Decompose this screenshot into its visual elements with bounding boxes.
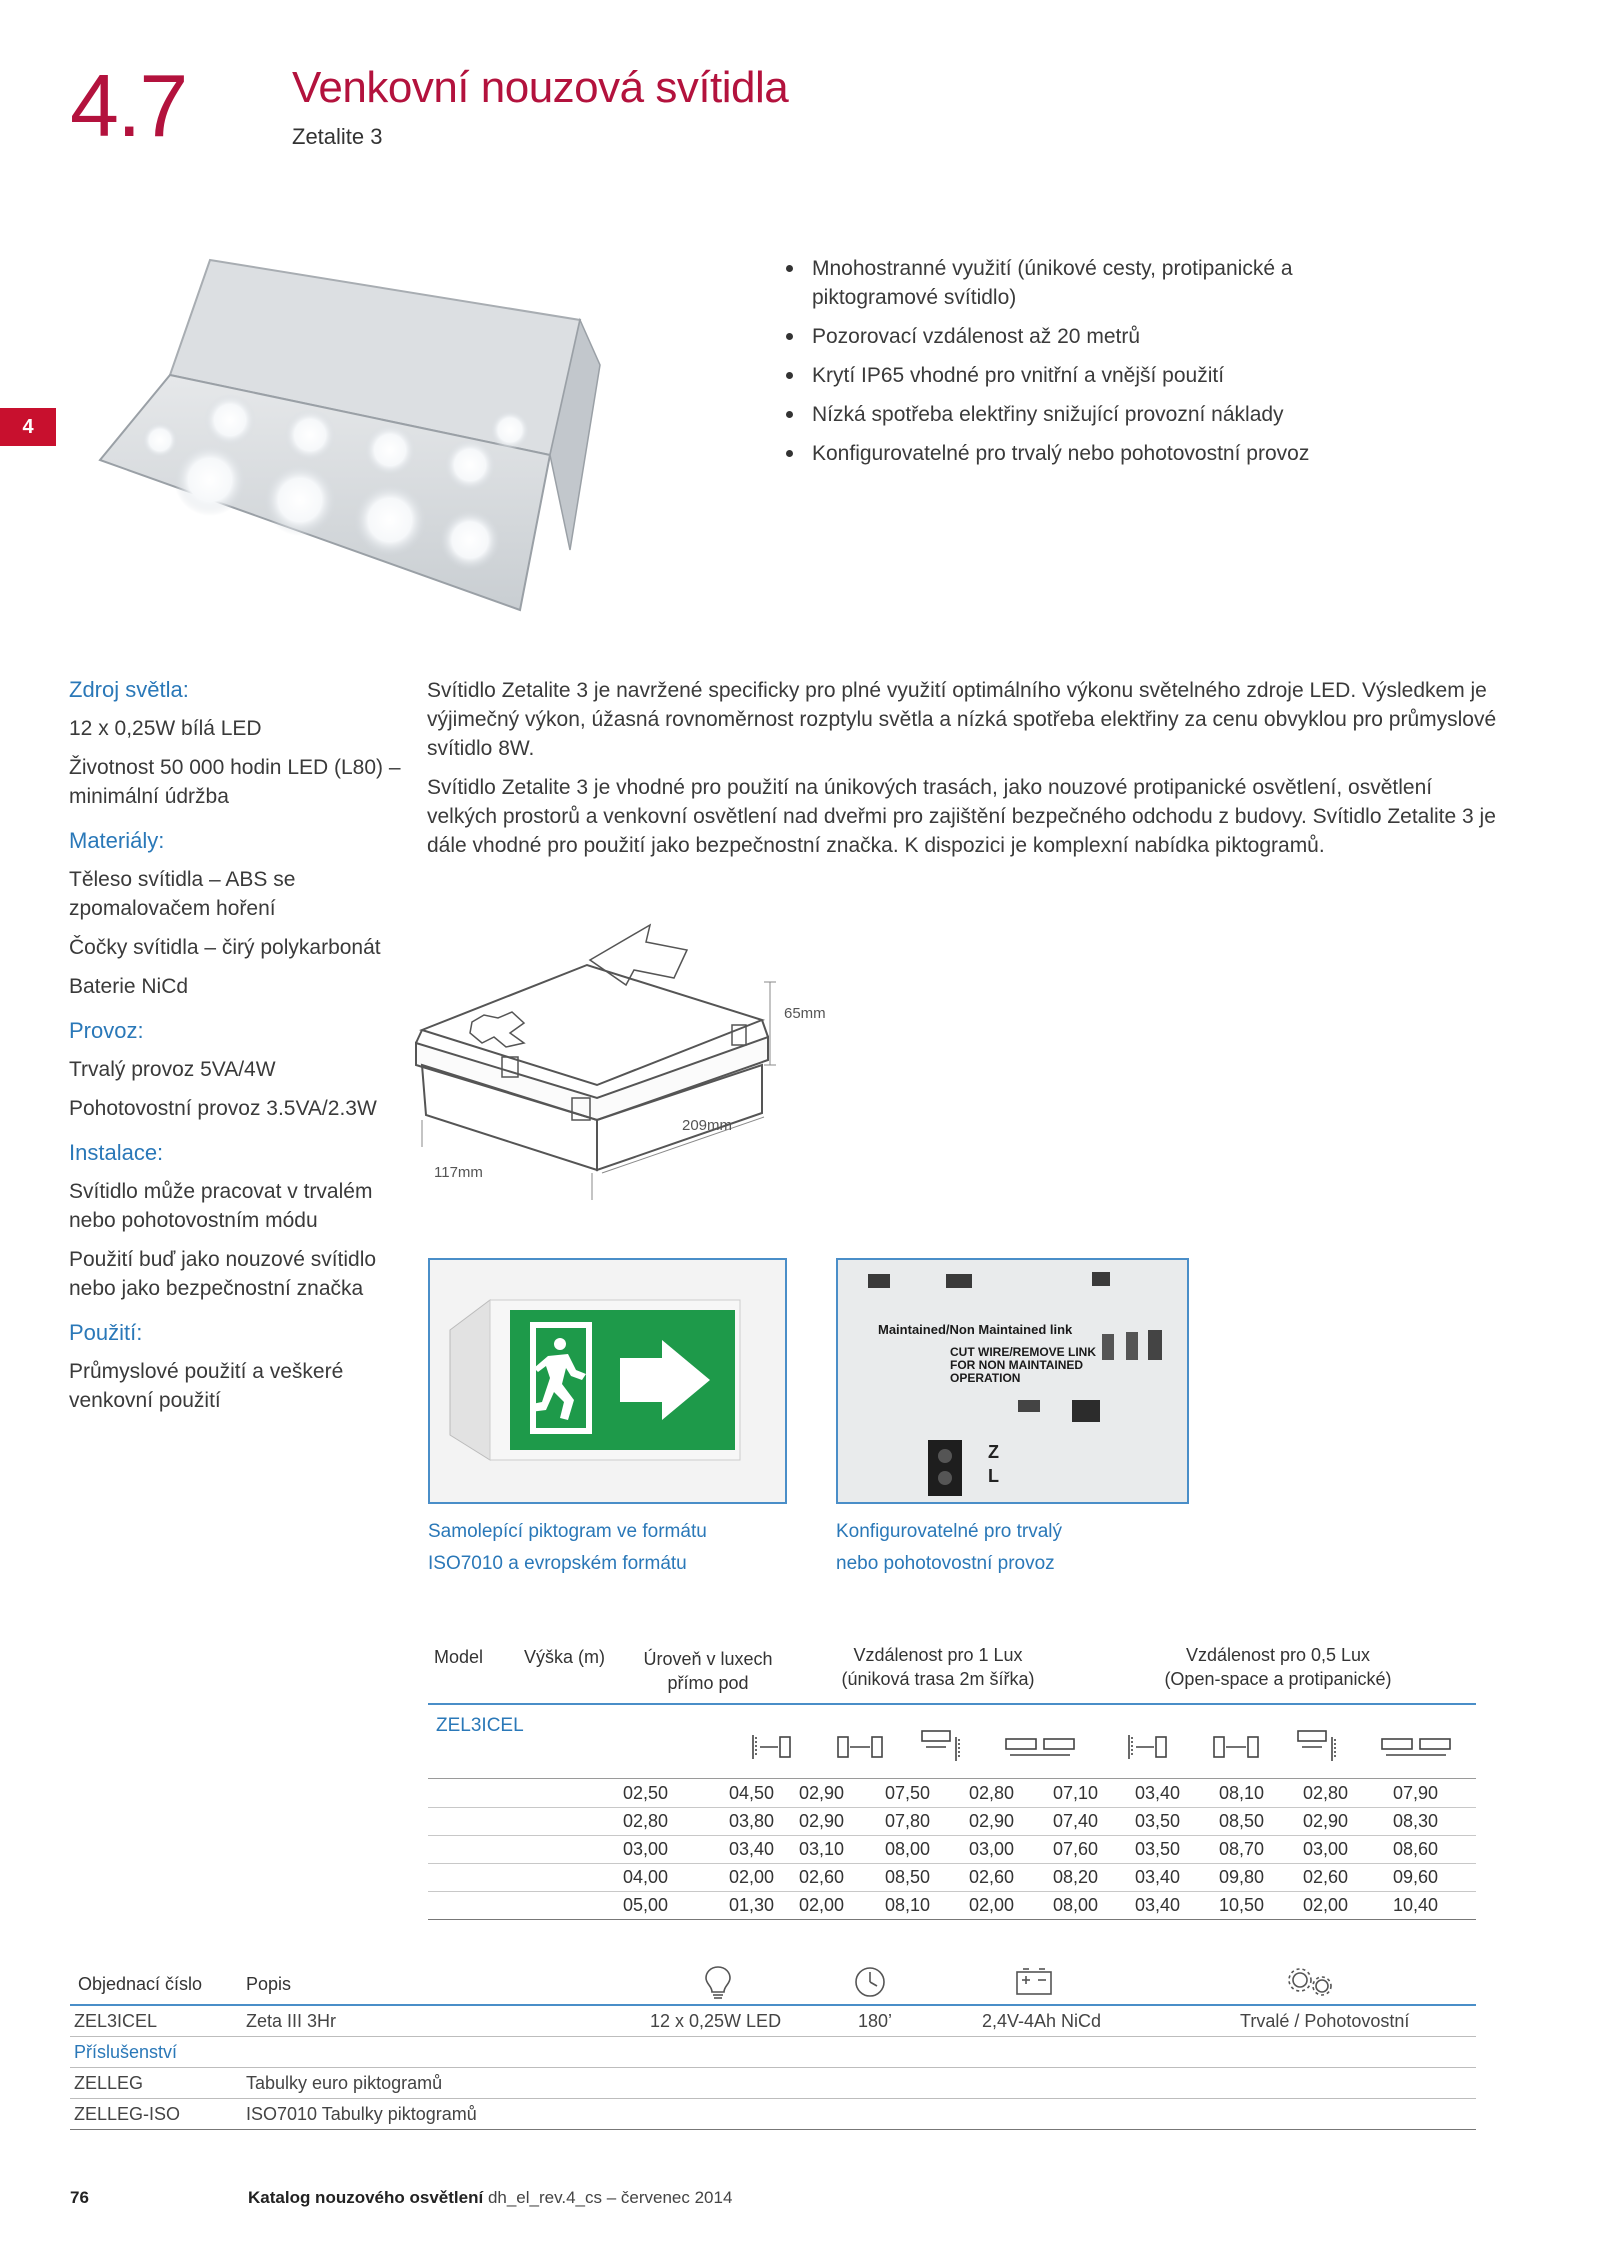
page-title: Venkovní nouzová svítidla: [292, 63, 789, 112]
performance-table: [428, 1635, 1476, 1920]
table-row: [70, 2099, 1476, 2130]
table-cell: 02,90: [798, 1811, 844, 1831]
table-cell: 08,70: [1218, 1839, 1264, 1859]
table-cell: 03,50: [1134, 1839, 1180, 1859]
table-cell: 08,50: [1218, 1811, 1264, 1831]
dimension-drawing: [412, 915, 812, 1205]
order-code: ZELLEG: [74, 2073, 144, 2093]
spec-heading: Zdroj světla:: [69, 677, 189, 702]
table-cell: 10,40: [1392, 1895, 1438, 1915]
table-cell: 02,00: [1302, 1895, 1348, 1915]
table-cell: 07,90: [1392, 1783, 1438, 1803]
order-desc: Tabulky euro piktogramů: [246, 2073, 443, 2093]
table-cell: 02,00: [798, 1895, 844, 1915]
gears-icon: [1286, 1964, 1342, 2000]
order-code: ZELLEG-ISO: [74, 2104, 181, 2124]
pcb-link-label: Maintained/Non Maintained link: [878, 1322, 1073, 1337]
table-row: [428, 1864, 1476, 1892]
table-cell: 09,60: [1392, 1867, 1438, 1887]
col-dist-1lux: Vzdálenost pro 1 Lux (úniková trasa 2m šířka): [841, 1645, 1035, 1689]
pictogram-photo: [428, 1258, 787, 1504]
spec-item: Baterie NiCd: [69, 975, 189, 998]
table-cell: 08,10: [884, 1895, 930, 1915]
spec-heading: Provoz:: [69, 1018, 144, 1043]
spec-item: Pohotovostní provoz 3.5VA/2.3W: [69, 1097, 377, 1120]
table-cell: 02,60: [1302, 1867, 1348, 1887]
table-cell: 07,60: [1052, 1839, 1098, 1859]
description-paragraph: Svítidlo Zetalite 3 je vhodné pro použití na únikových trasách, jako nouzové protipanické osvětlení, osvětlení velkých prostorů a venkovní osvětlení nad dveřmi pro zajištění bezpečného odchodu z budovy. Svítidlo Zetalite 3 je dále vhodné pro použití jako bezpečnostní značka. K dispozici je komplexní nabídka piktogramů.: [427, 776, 1496, 857]
table-cell: 05,00: [622, 1895, 668, 1915]
body-rule: [428, 1778, 1476, 1779]
dimension-depth: 117mm: [434, 1164, 483, 1181]
spec-heading: Použití:: [69, 1320, 143, 1345]
col-description: Popis: [246, 1974, 292, 1994]
feature-list: [782, 254, 1402, 478]
table-row: [428, 1892, 1476, 1920]
table-cell: 08,60: [1392, 1839, 1438, 1859]
table-cell: 02,90: [798, 1783, 844, 1803]
pictogram-to-wall-icon-05: [1298, 1731, 1335, 1761]
table-row: [428, 1780, 1476, 1808]
table-cell: 02,00: [968, 1895, 1014, 1915]
feature-item: Mnohostranné využití (únikové cesty, protipanické a piktogramové svítidlo): [782, 254, 1402, 312]
spec-installation: [69, 1139, 409, 1303]
spec-usage: [69, 1319, 409, 1415]
table-cell: 02,90: [1302, 1811, 1348, 1831]
luminaire-to-luminaire-icon: [838, 1737, 882, 1757]
table-cell: 08,10: [1218, 1783, 1264, 1803]
table-cell: 03,40: [1134, 1867, 1180, 1887]
spec-heading: Materiály:: [69, 828, 165, 853]
spec-item: 12 x 0,25W bílá LED: [69, 717, 262, 740]
dimension-length: 209mm: [682, 1117, 733, 1134]
table-cell: 07,40: [1052, 1811, 1098, 1831]
table-row: [70, 2006, 1476, 2037]
table-cell: 04,50: [728, 1783, 774, 1803]
col-model: Model: [434, 1647, 484, 1667]
order-code: ZEL3ICEL: [74, 2011, 158, 2031]
dimension-height: 65mm: [784, 1005, 826, 1022]
spec-item: Použití buď jako nouzové svítidlo nebo jako bezpečnostní značka: [69, 1248, 377, 1300]
table-cell: 03,40: [1134, 1783, 1180, 1803]
svg-text:Z: Z: [988, 1442, 999, 1462]
table-cell: 03,80: [728, 1811, 774, 1831]
spec-item: Čočky svítidla – čirý polykarbonát: [69, 936, 381, 959]
footer-text: [248, 2188, 732, 2208]
pictogram-to-pictogram-icon-05: [1382, 1739, 1450, 1755]
table-cell: 08,20: [1052, 1867, 1098, 1887]
table-cell: 09,80: [1218, 1867, 1264, 1887]
table-cell: 03,00: [1302, 1839, 1348, 1859]
clock-icon: [852, 1964, 888, 2000]
catalog-ref: dh_el_rev.4_cs – červenec 2014: [487, 2188, 733, 2207]
luminaire-to-luminaire-icon-05: [1214, 1737, 1258, 1757]
wall-to-wall-icon: [753, 1735, 790, 1759]
table-row: [428, 1808, 1476, 1836]
caption-pictogram: Samolepící piktogram ve formátu ISO7010 a evropském formátu: [428, 1521, 707, 1574]
spec-light-source: [69, 676, 409, 811]
table-row: [70, 2037, 1476, 2068]
table-cell: 07,80: [884, 1811, 930, 1831]
feature-item: Pozorovací vzdálenost až 20 metrů: [782, 322, 1402, 351]
spec-item: Těleso svítidla – ABS se zpomalovačem hoření: [69, 868, 296, 920]
order-mode: Trvalé / Pohotovostní: [1240, 2011, 1410, 2031]
table-cell: 08,00: [1052, 1895, 1098, 1915]
table-cell: 10,50: [1218, 1895, 1264, 1915]
order-battery: 2,4V-4Ah NiCd: [982, 2011, 1102, 2031]
description: [427, 676, 1507, 870]
page-number: 76: [70, 2188, 89, 2207]
accessories-label: Příslušenství: [74, 2042, 178, 2062]
table-cell: 08,30: [1392, 1811, 1438, 1831]
order-lamp: 12 x 0,25W LED: [650, 2011, 782, 2031]
pictogram-to-wall-icon: [922, 1731, 959, 1761]
spec-materials: [69, 827, 409, 1001]
feature-item: Konfigurovatelné pro trvalý nebo pohotovostní provoz: [782, 439, 1402, 468]
table-cell: 03,10: [798, 1839, 844, 1859]
table-cell: 03,00: [622, 1839, 668, 1859]
wall-to-wall-icon-05: [1129, 1735, 1166, 1759]
order-duration: 180’: [858, 2011, 893, 2031]
distance-icons: [748, 1727, 1468, 1767]
col-height: Výška (m): [524, 1647, 605, 1667]
table-cell: 02,50: [622, 1783, 668, 1803]
pcb-note: CUT WIRE/REMOVE LINK FOR NON MAINTAINED OPERATION: [950, 1345, 1096, 1385]
catalog-name: Katalog nouzového osvětlení: [248, 2188, 484, 2207]
table-cell: 02,80: [968, 1783, 1014, 1803]
order-table: [70, 1960, 1476, 2146]
feature-item: Krytí IP65 vhodné pro vnitřní a vnější použití: [782, 361, 1402, 390]
table-cell: 04,00: [622, 1867, 668, 1887]
order-desc: Zeta III 3Hr: [246, 2011, 337, 2031]
table-cell: 03,40: [1134, 1895, 1180, 1915]
page-subtitle: Zetalite 3: [292, 124, 383, 149]
table-cell: 08,00: [884, 1839, 930, 1859]
table-cell: 02,60: [968, 1867, 1014, 1887]
col-lux: Úroveň v luxech přímo pod: [643, 1649, 773, 1693]
product-photo: [80, 250, 620, 620]
spec-item: Trvalý provoz 5VA/4W: [69, 1058, 276, 1081]
table-cell: 01,30: [728, 1895, 774, 1915]
model-name: ZEL3ICEL: [436, 1715, 524, 1736]
feature-item: Nízká spotřeba elektřiny snižující provozní náklady: [782, 400, 1402, 429]
bulb-icon: [700, 1964, 736, 2000]
col-dist-05lux: Vzdálenost pro 0,5 Lux (Open-space a protipanické): [1164, 1645, 1392, 1689]
spec-item: Průmyslové použití a veškeré venkovní použití: [69, 1360, 344, 1412]
table-cell: 02,90: [968, 1811, 1014, 1831]
table-row: [428, 1836, 1476, 1864]
table-cell: 02,80: [622, 1811, 668, 1831]
table-cell: 08,50: [884, 1867, 930, 1887]
table-cell: 07,10: [1052, 1783, 1098, 1803]
order-desc: ISO7010 Tabulky piktogramů: [246, 2104, 477, 2124]
spec-item: Svítidlo může pracovat v trvalém nebo pohotovostním módu: [69, 1180, 373, 1232]
caption-pcb: Konfigurovatelné pro trvalý nebo pohotovostní provoz: [836, 1521, 1063, 1574]
table-row: [70, 2068, 1476, 2099]
table-cell: 03,50: [1134, 1811, 1180, 1831]
header-rule: [428, 1703, 1476, 1705]
table-cell: 03,00: [968, 1839, 1014, 1859]
spec-operation: [69, 1017, 409, 1123]
table-cell: 03,40: [728, 1839, 774, 1859]
spec-item: Životnost 50 000 hodin LED (L80) – minimální údržba: [69, 756, 401, 808]
svg-text:L: L: [988, 1466, 999, 1486]
description-paragraph: Svítidlo Zetalite 3 je navržené specificky pro plné využití optimálního výkonu světelného zdroje LED. Výsledkem je výjimečný výkon, úžasná rovnoměrnost rozptylu světla a nízká spotřeba elektřiny za cenu obvyklou pro průmyslové svítidlo 8W.: [427, 679, 1497, 760]
battery-icon: [1014, 1966, 1054, 1998]
col-order-code: Objednací číslo: [78, 1974, 203, 1994]
spec-column: [69, 676, 409, 1431]
chapter-tab: 4: [0, 408, 56, 446]
table-cell: 02,60: [798, 1867, 844, 1887]
table-cell: 02,00: [728, 1867, 774, 1887]
pictogram-to-pictogram-icon: [1006, 1739, 1074, 1755]
pcb-photo: [836, 1258, 1189, 1504]
table-cell: 02,80: [1302, 1783, 1348, 1803]
spec-heading: Instalace:: [69, 1140, 164, 1165]
section-number: 4.7: [70, 56, 187, 155]
table-cell: 07,50: [884, 1783, 930, 1803]
